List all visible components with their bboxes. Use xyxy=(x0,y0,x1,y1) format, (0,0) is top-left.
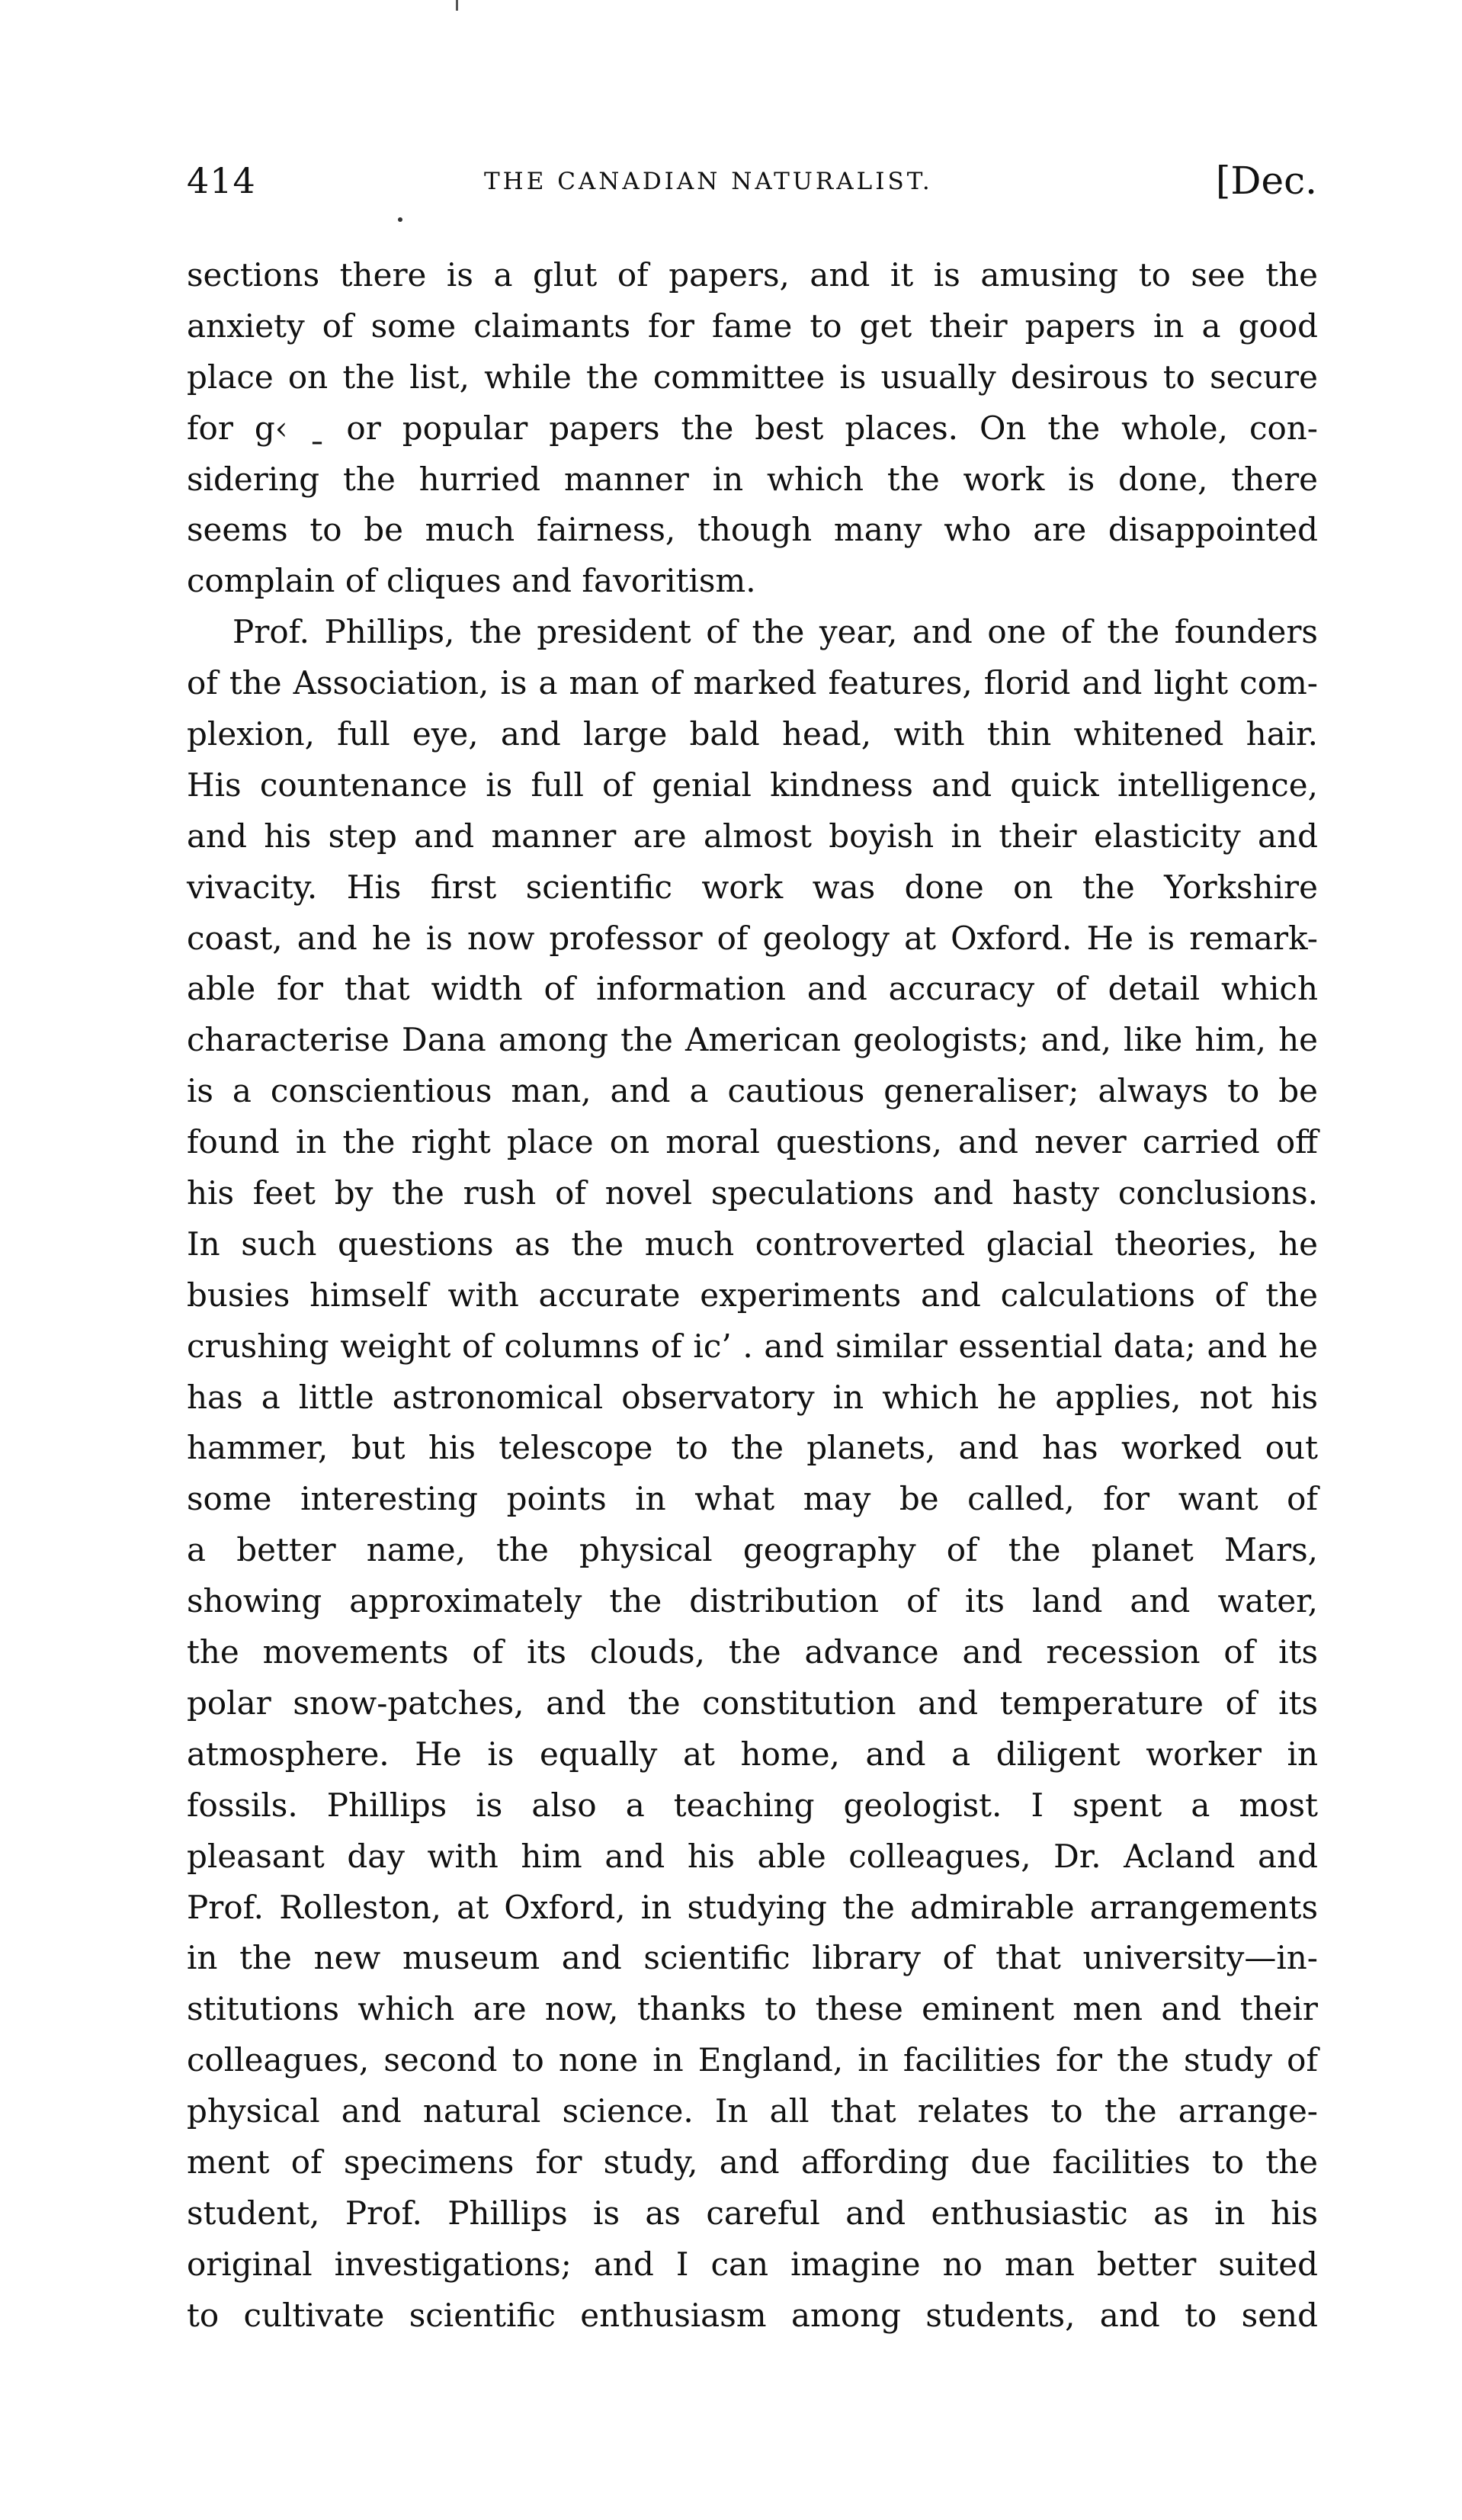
text-line: found in the right place on moral questions, and never carried off xyxy=(187,1123,1318,1161)
text-line: fossils. Phillips is also a teaching geologist. I spent a most xyxy=(187,1786,1318,1824)
text-line: his feet by the rush of novel speculations and hasty conclusions. xyxy=(187,1174,1318,1212)
running-head-month: [Dec. xyxy=(1215,159,1317,203)
text-line: showing approximately the distribution of its land and water, xyxy=(187,1582,1318,1620)
text-line: original investigations; and I can imagine no man better suited xyxy=(187,2245,1318,2283)
text-line: for g‹ ˍ or popular papers the best places. On the whole, con- xyxy=(187,409,1318,447)
text-line: atmosphere. He is equally at home, and a diligent worker in xyxy=(187,1735,1318,1773)
text-line: Prof. Rolleston, at Oxford, in studying the admirable arrangements xyxy=(187,1888,1318,1926)
text-line: has a little astronomical observatory in which he applies, not his xyxy=(187,1378,1318,1416)
text-line: busies himself with accurate experiments and calculations of the xyxy=(187,1276,1318,1314)
text-line: sidering the hurried manner in which the work is done, there xyxy=(187,460,1318,498)
text-line: place on the list, while the committee is usually desirous to secure xyxy=(187,358,1318,396)
text-line: physical and natural science. In all that relates to the arrange- xyxy=(187,2092,1318,2130)
text-line: polar snow-patches, and the constitution and temperature of its xyxy=(187,1684,1318,1722)
text-line: vivacity. His first scientific work was done on the Yorkshire xyxy=(187,868,1318,906)
text-line: stitutions which are now, thanks to these eminent men and their xyxy=(187,1990,1318,2028)
text-line: crushing weight of columns of ic’ . and similar essential data; and he xyxy=(187,1327,1318,1365)
text-line: a better name, the physical geography of the planet Mars, xyxy=(187,1531,1318,1569)
text-line: some interesting points in what may be called, for want of xyxy=(187,1480,1318,1518)
running-head xyxy=(187,160,1317,221)
text-line: plexion, full eye, and large bald head, with thin whitened hair. xyxy=(187,715,1318,753)
journal-title: THE CANADIAN NATURALIST. xyxy=(484,168,933,195)
text-line: and his step and manner are almost boyish in their elasticity and xyxy=(187,817,1318,855)
text-line: His countenance is full of genial kindness and quick intelligence, xyxy=(187,766,1318,804)
text-line: colleagues, second to none in England, in facilities for the study of xyxy=(187,2041,1318,2079)
scan-mark xyxy=(456,0,458,11)
text-line: complain of cliques and favoritism. xyxy=(187,562,756,600)
text-line: in the new museum and scientific library of that university—in- xyxy=(187,1939,1318,1977)
text-line: characterise Dana among the American geologists; and, like him, he xyxy=(187,1021,1318,1059)
text-line: hammer, but his telescope to the planets, and has worked out xyxy=(187,1429,1318,1467)
text-line: seems to be much fairness, though many who are disappointed xyxy=(187,511,1318,549)
text-line: ment of specimens for study, and affording due facilities to the xyxy=(187,2143,1318,2181)
text-line: able for that width of information and accuracy of detail which xyxy=(187,970,1318,1008)
text-line: pleasant day with him and his able colleagues, Dr. Acland and xyxy=(187,1837,1318,1875)
text-line: coast, and he is now professor of geology at Oxford. He is remark- xyxy=(187,919,1318,957)
body-text xyxy=(187,250,1318,2342)
text-line: anxiety of some claimants for fame to get their papers in a good xyxy=(187,307,1318,345)
text-line: is a conscientious man, and a cautious generaliser; always to be xyxy=(187,1072,1318,1110)
text-line: the movements of its clouds, the advance and recession of its xyxy=(187,1633,1318,1671)
text-line: In such questions as the much controverted glacial theories, he xyxy=(187,1225,1318,1263)
page-number: 414 xyxy=(187,160,256,201)
text-line: of the Association, is a man of marked features, florid and light com- xyxy=(187,664,1318,702)
text-line: student, Prof. Phillips is as careful and enthusiastic as in his xyxy=(187,2194,1318,2232)
paragraph-first-line: Prof. Phillips, the president of the year, and one of the founders xyxy=(232,613,1318,651)
text-line: sections there is a glut of papers, and it is amusing to see the xyxy=(187,256,1318,294)
ink-speck xyxy=(398,217,402,222)
text-line: to cultivate scientific enthusiasm among students, and to send xyxy=(187,2296,1318,2334)
